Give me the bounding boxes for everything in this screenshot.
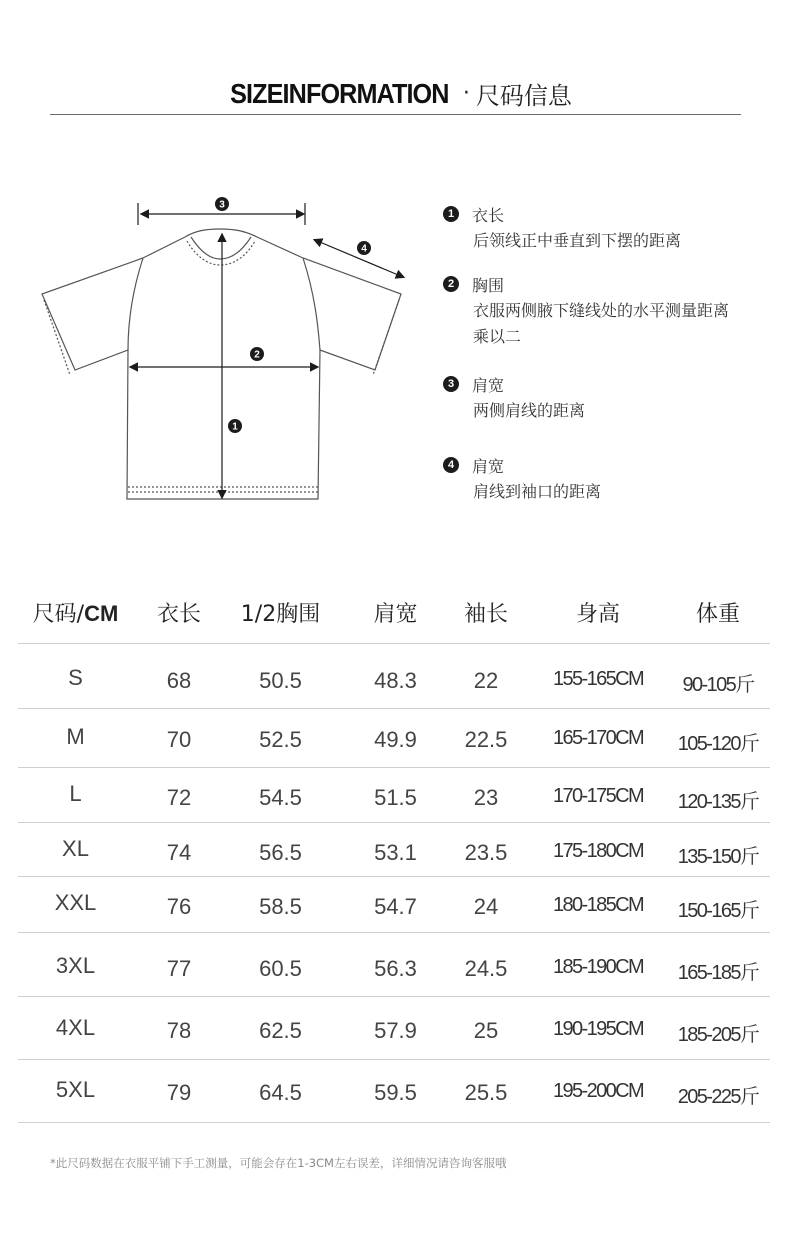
legend-name-1: 衣长 <box>472 205 505 225</box>
cell-chest: 60.5 <box>259 956 302 981</box>
cell-size: 3XL <box>55 953 96 978</box>
cell-size: S <box>68 665 83 690</box>
table-row <box>18 767 770 823</box>
title-divider <box>50 114 741 115</box>
title-dot: · <box>462 81 470 106</box>
legend-name-2: 胸围 <box>472 275 505 295</box>
cell-sleeve: 24.5 <box>464 956 508 981</box>
cell-shoulder: 57.9 <box>374 1018 417 1043</box>
marker-1-label: 1 <box>232 421 238 433</box>
table-row <box>18 1059 770 1123</box>
legend-item-chest <box>443 270 743 350</box>
cell-height: 155-165CM <box>552 668 644 690</box>
table-row <box>18 932 770 997</box>
cell-height: 180-185CM <box>552 894 644 916</box>
cell-shoulder: 49.9 <box>374 727 417 752</box>
cell-shoulder: 59.5 <box>374 1080 417 1105</box>
cell-sleeve: 25 <box>473 1018 499 1043</box>
cell-length: 79 <box>166 1080 192 1105</box>
table-header <box>18 583 770 644</box>
cell-weight: 105-120斤 <box>677 733 759 755</box>
legend-num-1: 1 <box>443 206 459 222</box>
cell-length: 70 <box>166 727 192 752</box>
legend-item-length <box>443 200 743 254</box>
header-chest: 1/2胸围 <box>240 602 321 627</box>
cell-length: 76 <box>166 894 192 919</box>
cell-chest: 54.5 <box>259 785 302 810</box>
table-row <box>18 643 770 709</box>
cell-size: XL <box>62 836 89 861</box>
cell-length: 68 <box>166 668 192 693</box>
cell-sleeve: 22 <box>473 668 499 693</box>
cell-height: 165-170CM <box>552 727 644 749</box>
cell-chest: 58.5 <box>259 894 302 919</box>
cell-weight: 90-105斤 <box>682 674 754 696</box>
legend-desc-1: 后领线正中垂直到下摆的距离 <box>473 231 682 250</box>
cell-size: 5XL <box>55 1077 96 1102</box>
title-row <box>0 76 790 111</box>
cell-weight: 165-185斤 <box>677 962 759 984</box>
cell-height: 190-195CM <box>552 1018 644 1040</box>
cell-height: 195-200CM <box>552 1080 644 1102</box>
measurement-footnote: *此尺码数据在衣服平铺下手工测量，可能会存在1-3CM左右误差，详细情况请咨询客服哦 <box>50 1156 507 1170</box>
cell-sleeve: 23.5 <box>464 840 508 865</box>
cell-shoulder: 54.7 <box>374 894 417 919</box>
marker-3-label: 3 <box>219 199 225 211</box>
table-row <box>18 822 770 877</box>
header-length: 衣长 <box>156 602 201 627</box>
table-row <box>18 708 770 768</box>
cell-chest: 62.5 <box>259 1018 302 1043</box>
cell-chest: 56.5 <box>259 840 302 865</box>
cell-length: 78 <box>166 1018 192 1043</box>
cell-shoulder: 48.3 <box>374 668 417 693</box>
title-en: SIZEINFORMATION <box>230 77 449 109</box>
header-size-unit: CM <box>84 601 119 626</box>
cell-height: 170-175CM <box>552 785 644 807</box>
cell-sleeve: 25.5 <box>464 1080 508 1105</box>
cell-length: 77 <box>166 956 192 981</box>
tshirt-measurement-diagram <box>35 185 425 515</box>
header-size <box>18 597 133 628</box>
legend-desc-4: 肩线到袖口的距离 <box>473 482 602 501</box>
legend-name-4: 肩宽 <box>472 456 505 476</box>
cell-shoulder: 56.3 <box>374 956 417 981</box>
cell-weight: 205-225斤 <box>677 1086 759 1108</box>
cell-weight: 185-205斤 <box>677 1024 759 1046</box>
legend-num-3: 3 <box>443 376 459 392</box>
header-size-cn: 尺码/ <box>32 602 85 627</box>
header-shoulder: 肩宽 <box>373 602 418 627</box>
header-height: 身高 <box>575 602 620 627</box>
cell-weight: 120-135斤 <box>677 791 759 813</box>
cell-size: L <box>69 781 82 806</box>
cell-weight: 135-150斤 <box>677 846 759 868</box>
legend-desc-2: 衣服两侧腋下缝线处的水平测量距离乘以二 <box>473 301 730 346</box>
table-row <box>18 996 770 1060</box>
cell-chest: 50.5 <box>259 668 302 693</box>
title-cn: 尺码信息 <box>475 82 572 110</box>
marker-4-label: 4 <box>361 243 367 255</box>
legend-num-2: 2 <box>443 276 459 292</box>
table-row <box>18 876 770 933</box>
cell-height: 185-190CM <box>552 956 644 978</box>
cell-size: XXL <box>54 890 97 915</box>
legend-item-sleeve <box>443 451 743 505</box>
cell-length: 72 <box>166 785 192 810</box>
cell-size: 4XL <box>55 1015 96 1040</box>
cell-shoulder: 53.1 <box>374 840 417 865</box>
cell-sleeve: 23 <box>473 785 499 810</box>
cell-height: 175-180CM <box>552 840 644 862</box>
cell-sleeve: 22.5 <box>464 727 508 752</box>
marker-2-label: 2 <box>254 349 260 361</box>
legend-desc-3: 两侧肩线的距离 <box>473 401 586 420</box>
cell-weight: 150-165斤 <box>677 900 759 922</box>
header-sleeve: 袖长 <box>463 602 508 627</box>
cell-sleeve: 24 <box>473 894 499 919</box>
legend-item-shoulder <box>443 370 743 424</box>
cell-chest: 52.5 <box>259 727 302 752</box>
cell-chest: 64.5 <box>259 1080 302 1105</box>
header-weight: 体重 <box>695 602 740 627</box>
legend-num-4: 4 <box>443 457 459 473</box>
legend-name-3: 肩宽 <box>472 375 505 395</box>
cell-shoulder: 51.5 <box>374 785 417 810</box>
cell-length: 74 <box>166 840 192 865</box>
cell-size: M <box>66 724 85 749</box>
